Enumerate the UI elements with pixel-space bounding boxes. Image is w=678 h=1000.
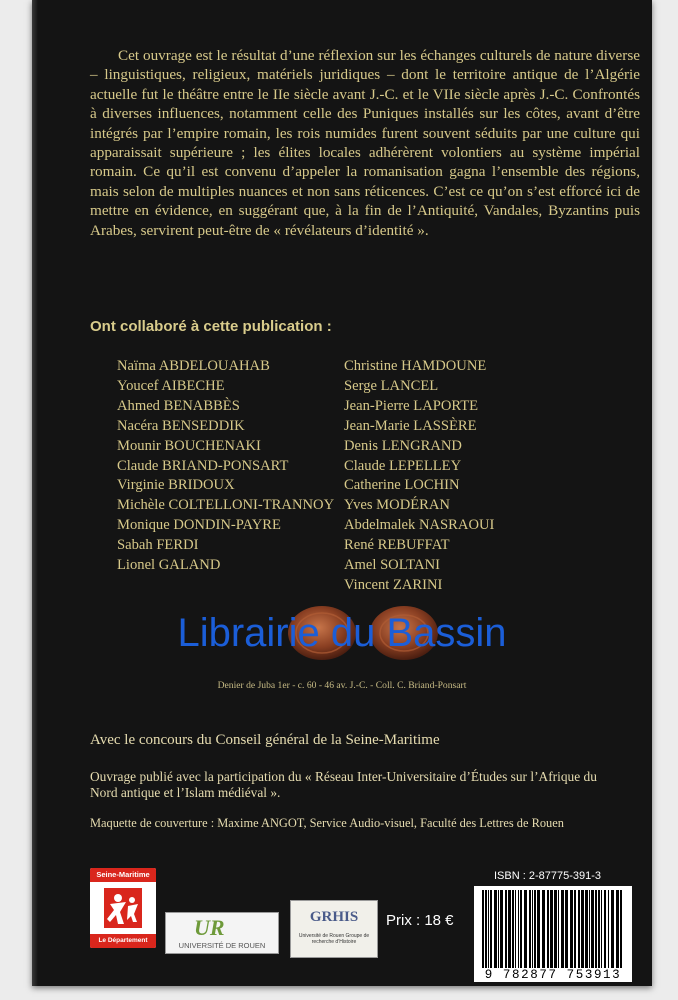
barcode [474, 886, 632, 968]
contributor-name: Sabah FERDI [117, 537, 199, 554]
ur-name: UNIVERSITÉ DE ROUEN [178, 941, 266, 950]
contributor-name: Catherine LOCHIN [344, 477, 460, 494]
seine-maritime-logo [90, 868, 156, 948]
grhis-subtitle: Université de Rouen Groupe de recherche d’Histoire [298, 933, 370, 945]
contributor-name: Monique DONDIN-PAYRE [117, 517, 281, 534]
barcode-number: 9 782877 753913 [474, 968, 632, 982]
contributor-name: Christine HAMDOUNE [344, 358, 487, 374]
universite-rouen-logo [165, 912, 279, 954]
contributor-name: Jean-Marie LASSÈRE [344, 417, 477, 434]
contributor-name: Michèle COLTELLONI-TRANNOY [117, 497, 335, 514]
contributor-name: Claude LEPELLEY [344, 457, 462, 474]
collaborators-heading: Ont collaboré à cette publication : [90, 318, 332, 335]
isbn: ISBN : 2-87775-391-3 [494, 870, 602, 882]
maquette-credit: Maquette de couverture : Maxime ANGOT, Service Audio-visuel, Faculté des Lettres de Rouen [90, 816, 564, 830]
spine-edge [32, 0, 38, 986]
contributor-name: Ahmed BENABBÈS [117, 397, 240, 414]
watermark-librairie: Librairie du Bassin [177, 611, 507, 655]
concours-line: Avec le concours du Conseil général de la Seine-Maritime [90, 732, 440, 748]
figures-icon [90, 882, 156, 934]
contributor-name: Jean-Pierre LAPORTE [344, 397, 479, 414]
grhis-mark: GRHIS [309, 909, 359, 925]
contributor-name: Amel SOLTANI [344, 557, 440, 574]
contributors-right-list [344, 357, 494, 596]
contributor-name: Claude BRIAND-PONSART [117, 457, 289, 474]
contributor-name: René REBUFFAT [344, 537, 450, 554]
contributor-name: Vincent ZARINI [344, 576, 443, 593]
contributor-name: Virginie BRIDOUX [117, 477, 235, 494]
coin-caption: Denier de Juba 1er - c. 60 - 46 av. J.-C. - Coll. C. Briand-Ponsart [217, 680, 467, 691]
seine-maritime-logo-top: Seine-Maritime [90, 868, 156, 882]
ouvrage-note: Ouvrage publié avec la participation du « Réseau Inter-Universitaire d’Études sur l’Afrique du Nord antique et l’Islam médiéval ». [90, 769, 597, 800]
contributor-name: Yves MODÉRAN [344, 497, 450, 514]
contributor-name: Abdelmalek NASRAOUI [344, 517, 495, 534]
book-back-cover [32, 0, 652, 986]
contributors-left-list [117, 357, 334, 576]
contributor-name: Naïma ABDELOUAHAB [117, 358, 270, 374]
grhis-logo [290, 900, 378, 958]
ur-mark: UR [194, 915, 225, 940]
contributor-name: Mounir BOUCHENAKI [117, 437, 261, 454]
seine-maritime-logo-bottom: Le Département [90, 934, 156, 948]
price: Prix : 18 € [386, 912, 454, 929]
contributor-name: Denis LENGRAND [344, 437, 462, 454]
contributor-name: Serge LANCEL [344, 377, 439, 394]
contributor-name: Lionel GALAND [117, 557, 221, 574]
contributor-name: Youcef AIBECHE [117, 377, 225, 394]
contributor-name: Nacéra BENSEDDIK [117, 417, 245, 434]
intro-paragraph: Cet ouvrage est le résultat d’une réflexion sur les échanges culturels de nature diverse – linguistiques, religieux, matériels juridiques – dont le territoire antique de l’Algérie actuelle fut le théâtre entre le IIe siècle avant J.-C. et le VIIe siècle après J.-C. Confrontés à diverses influences, notamment celle des Puniques installés sur les côtes, avant d’être intégrés par l’empire romain, les rois numides furent souvent séduits par une culture qui apparaissait supérieure ; les élites locales adhérèrent volontiers au système impérial romain. Ce qu’il est convenu d’appeler la romanisation gagna l’ensemble des régions, mais selon de multiples nuances et non sans réticences. C’est ce qu’on s’est efforcé ici de mettre en évidence, en suggérant que, à la fin de l’Antiquité, Vandales, Byzantins puis Arabes, servirent peut-être de « révélateurs d’identité ». [90, 47, 640, 239]
